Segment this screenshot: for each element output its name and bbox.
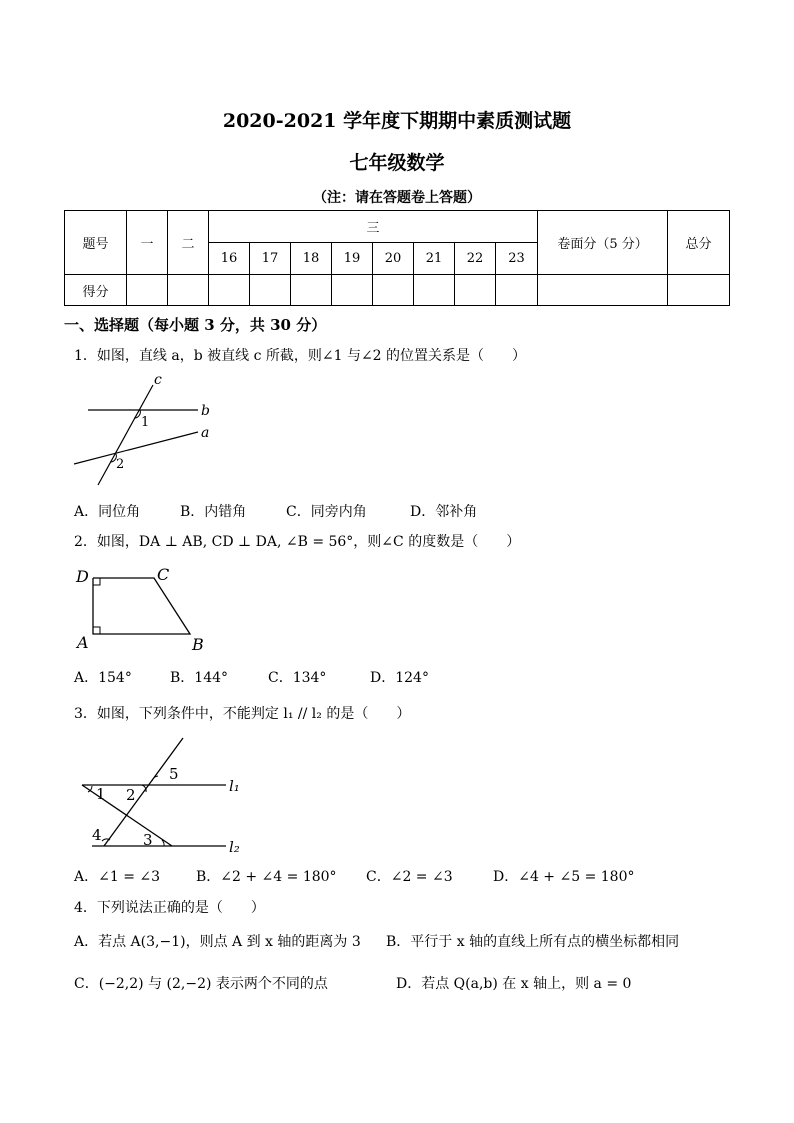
cell-section-3: 三 — [209, 211, 538, 243]
cell-defen: 得分 — [65, 275, 127, 306]
exam-note: （注：请在答题卷上答题） — [313, 190, 481, 206]
score-cell[interactable] — [455, 275, 496, 306]
q3-label-angle4: 4 — [92, 826, 102, 844]
exam-title: 2020-2021 学年度下期期中素质测试题 — [222, 110, 572, 132]
q1-label-a: a — [201, 425, 210, 441]
q2-option-d[interactable]: D．124° — [370, 670, 429, 686]
q2-label-a: A — [77, 633, 89, 652]
q4-option-b[interactable]: B．平行于 x 轴的直线上所有点的横坐标都相同 — [386, 934, 680, 950]
score-cell[interactable] — [496, 275, 538, 306]
cell-q22: 22 — [455, 243, 496, 275]
q4-option-a[interactable]: A．若点 A(3,−1)，则点 A 到 x 轴的距离为 3 — [74, 934, 361, 950]
score-cell[interactable] — [414, 275, 455, 306]
score-cell[interactable] — [291, 275, 332, 306]
q3-option-a[interactable]: A．∠1 = ∠3 — [74, 869, 161, 885]
score-cell[interactable] — [538, 275, 668, 306]
q1-label-c: c — [154, 372, 162, 388]
q2-label-d: D — [76, 567, 89, 586]
q2-label-c: C — [157, 565, 170, 584]
exam-subtitle: 七年级数学 — [349, 152, 445, 174]
section-heading: 一、选择题（每小题 3 分，共 30 分） — [64, 316, 327, 334]
score-cell[interactable] — [209, 275, 250, 306]
cell-q17: 17 — [250, 243, 291, 275]
cell-q19: 19 — [332, 243, 373, 275]
q2-label-b: B — [192, 635, 204, 654]
q3-label-angle1: 1 — [96, 785, 106, 803]
question-2-stem: 2．如图，DA ⊥ AB, CD ⊥ DA, ∠B = 56°，则∠C 的度数是（ ） — [74, 534, 521, 550]
q2-option-a[interactable]: A．154° — [74, 670, 132, 686]
question-1-figure — [70, 368, 230, 493]
q4-option-d[interactable]: D．若点 Q(a,b) 在 x 轴上，则 a = 0 — [396, 976, 632, 992]
question-4-stem: 4．下列说法正确的是（ ） — [74, 900, 265, 916]
q3-option-b[interactable]: B．∠2 + ∠4 = 180° — [196, 869, 337, 885]
score-cell[interactable] — [332, 275, 373, 306]
q3-label-l1: l₁ — [229, 777, 240, 795]
score-cell[interactable] — [250, 275, 291, 306]
q3-label-angle5: 5 — [169, 765, 179, 783]
score-table — [64, 210, 730, 306]
score-cell[interactable] — [668, 275, 730, 306]
q3-option-d[interactable]: D．∠4 + ∠5 = 180° — [493, 869, 635, 885]
q1-label-b: b — [201, 403, 210, 419]
cell-juanmian: 卷面分（5 分） — [538, 211, 668, 275]
cell-q18: 18 — [291, 243, 332, 275]
q3-option-c[interactable]: C．∠2 = ∠3 — [366, 869, 453, 885]
question-3-stem: 3．如图，下列条件中，不能判定 l₁ // l₂ 的是（ ） — [74, 706, 411, 722]
q1-option-d[interactable]: D．邻补角 — [410, 504, 478, 520]
q2-option-b[interactable]: B．144° — [170, 670, 229, 686]
q3-label-angle3: 3 — [143, 831, 153, 849]
score-cell[interactable] — [373, 275, 414, 306]
q1-label-angle1: 1 — [141, 415, 150, 430]
q2-option-c[interactable]: C．134° — [268, 670, 327, 686]
question-2-figure — [70, 562, 220, 654]
score-cell[interactable] — [168, 275, 209, 306]
q3-label-angle2: 2 — [126, 786, 136, 804]
cell-section-2: 二 — [168, 211, 209, 275]
cell-zongfen: 总分 — [668, 211, 730, 275]
question-3-figure — [70, 732, 260, 857]
cell-q16: 16 — [209, 243, 250, 275]
cell-q20: 20 — [373, 243, 414, 275]
q1-option-a[interactable]: A．同位角 — [74, 504, 141, 520]
q1-option-c[interactable]: C．同旁内角 — [286, 504, 367, 520]
score-cell[interactable] — [127, 275, 168, 306]
cell-q21: 21 — [414, 243, 455, 275]
cell-section-1: 一 — [127, 211, 168, 275]
q4-option-c[interactable]: C．(−2,2) 与 (2,−2) 表示两个不同的点 — [74, 976, 328, 992]
q1-option-b[interactable]: B．内错角 — [180, 504, 247, 520]
cell-q23: 23 — [496, 243, 538, 275]
cell-tihao: 题号 — [65, 211, 127, 275]
question-1-stem: 1．如图，直线 a，b 被直线 c 所截，则∠1 与∠2 的位置关系是（ ） — [74, 348, 527, 364]
q3-label-l2: l₂ — [229, 838, 240, 856]
q1-label-angle2: 2 — [116, 457, 125, 472]
